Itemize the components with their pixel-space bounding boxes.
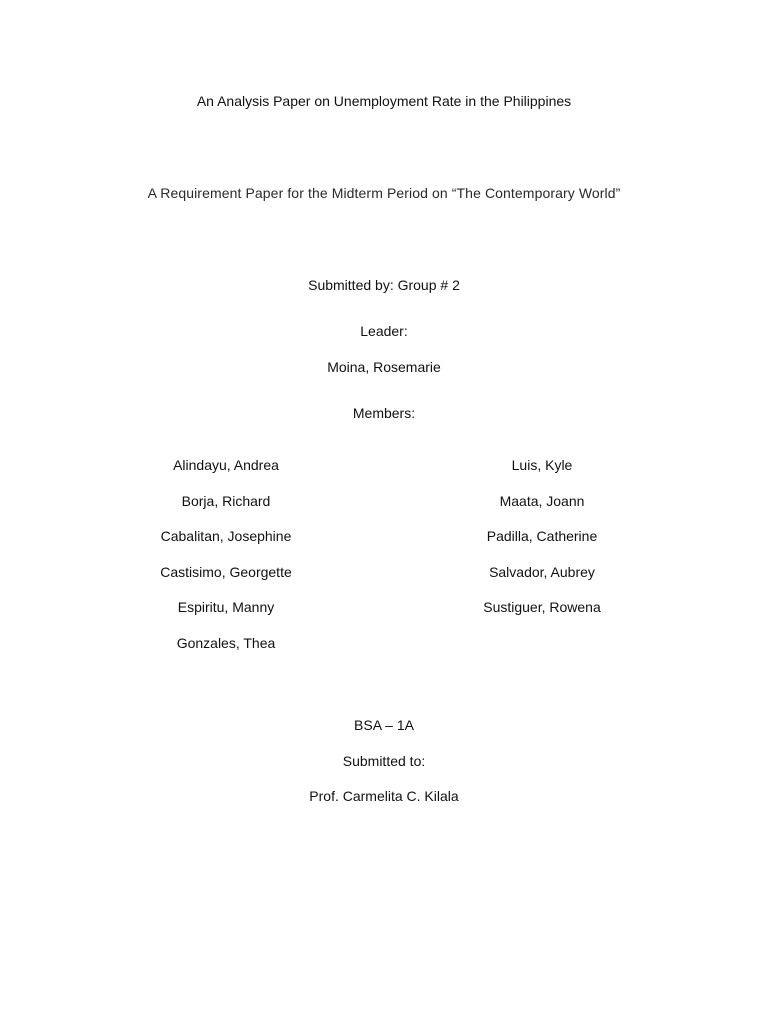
submitted-by: Submitted by: Group # 2 [308,277,460,293]
members-label: Members: [352,405,416,421]
member-name: Salvador, Aubrey [489,563,595,580]
member-name: Gonzales, Thea [176,634,276,651]
member-name: Alindayu, Andrea [173,457,279,473]
professor-name: Prof. Carmelita C. Kilala [309,788,459,804]
members-list-right [422,456,662,634]
members-list-left [106,456,346,670]
paper-title: An Analysis Paper on Unemployment Rate in the Philippines [196,93,572,109]
member-name: Maata, Joann [499,492,585,509]
section-label: BSA – 1A [354,717,414,733]
leader-name: Moina, Rosemarie [327,359,441,375]
member-name: Castisimo, Georgette [160,563,292,580]
member-name: Borja, Richard [181,492,271,509]
member-name: Sustiguer, Rowena [483,599,601,616]
member-name: Padilla, Catherine [486,528,598,545]
paper-subtitle: A Requirement Paper for the Midterm Period on “The Contemporary World” [147,185,621,201]
member-name: Espiritu, Manny [177,599,275,616]
submitted-to-label: Submitted to: [342,753,426,769]
member-name: Luis, Kyle [511,457,573,473]
member-name: Cabalitan, Josephine [160,528,292,545]
leader-label: Leader: [360,323,408,339]
